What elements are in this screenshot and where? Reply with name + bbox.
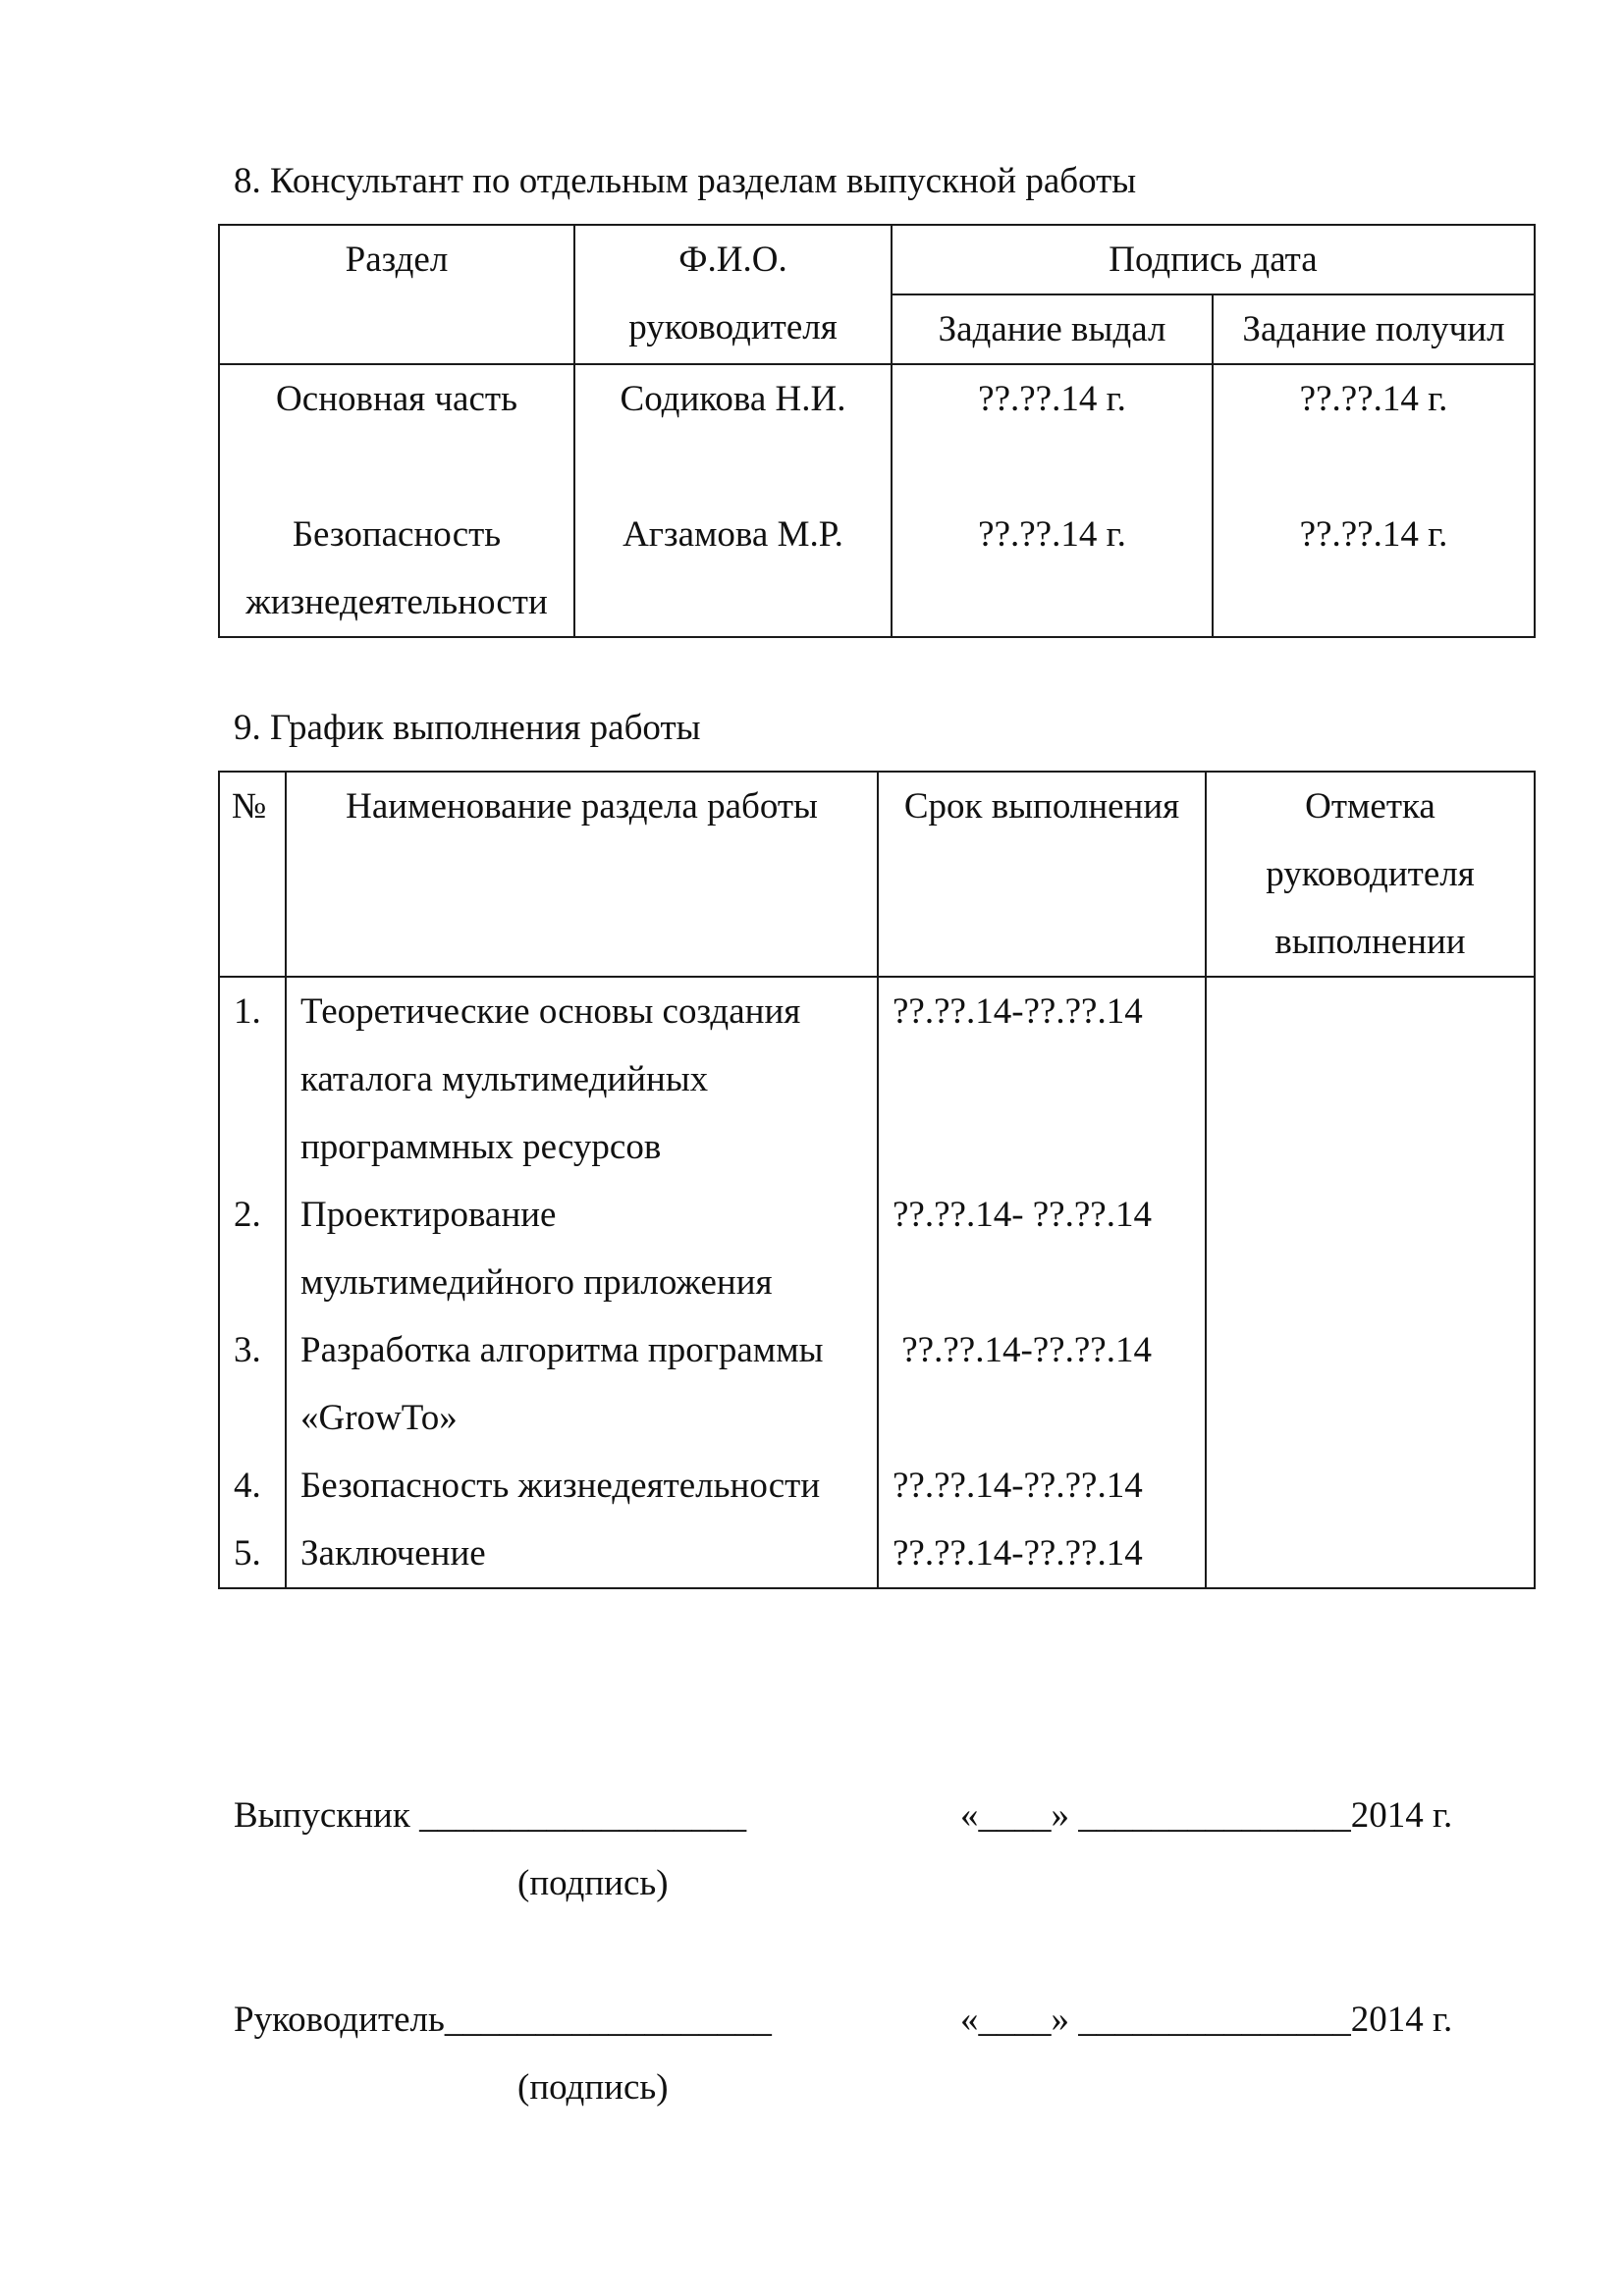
cell-marks-empty [1206, 977, 1535, 1588]
razdel-row1: Основная часть [276, 379, 517, 419]
header-num: № [232, 786, 267, 827]
cell-vydal [892, 364, 1213, 637]
row-num-2: 2. [234, 1195, 261, 1235]
supervisor-date-line: «____» _______________2014 г. [960, 2000, 1453, 2040]
header-cell-deadline [878, 772, 1206, 977]
table-row [219, 364, 1535, 637]
header-cell-poluchil [1213, 294, 1535, 364]
row-num-3: 3. [234, 1330, 261, 1370]
header-fio-line1: Ф.И.О. [678, 240, 787, 280]
graduate-signature-line: Выпускник __________________ [234, 1795, 747, 1836]
header-cell-name [286, 772, 878, 977]
header-name: Наименование раздела работы [346, 786, 818, 827]
row-4-deadline: ??.??.14-??.??.14 [893, 1466, 1143, 1506]
graduate-signature-caption: (подпись) [517, 1863, 669, 1903]
row-5-name: Заключение [300, 1533, 486, 1574]
table-row [219, 977, 1535, 1588]
cell-fio [574, 364, 892, 637]
header-deadline: Срок выполнения [903, 786, 1180, 827]
section-8-title: 8. Консультант по отдельным разделам выпускной работы [234, 161, 1137, 201]
table-header-row [219, 772, 1535, 977]
header-cell-razdel [219, 225, 574, 364]
header-cell-vydal [892, 294, 1213, 364]
row-3-name-line1: Разработка алгоритма программы [300, 1330, 824, 1370]
header-mark-line1: Отметка [1305, 786, 1435, 827]
row-1-deadline: ??.??.14-??.??.14 [893, 991, 1143, 1032]
header-fio-line2: руководителя [628, 307, 838, 347]
row-1-name-line3: программных ресурсов [300, 1127, 662, 1167]
header-cell-podpis [892, 225, 1535, 294]
section-9-title: 9. График выполнения работы [234, 708, 701, 748]
row-num-5: 5. [234, 1533, 261, 1574]
header-mark-line2: руководителя [1266, 854, 1475, 894]
header-cell-num [219, 772, 286, 977]
consultants-table [218, 224, 1536, 638]
header-vydal: Задание выдал [938, 309, 1166, 349]
row-1-name-line2: каталога мультимедийных [300, 1059, 709, 1099]
row-2-name-line1: Проектирование [300, 1195, 557, 1235]
row-num-4: 4. [234, 1466, 261, 1506]
row-num-1: 1. [234, 991, 261, 1032]
header-podpis: Подпись дата [1109, 240, 1318, 280]
row-5-deadline: ??.??.14-??.??.14 [893, 1533, 1143, 1574]
table-header-row [219, 225, 1535, 294]
schedule-table [218, 771, 1536, 1589]
poluchil-row2: ??.??.14 г. [1299, 514, 1448, 555]
row-3-deadline: ??.??.14-??.??.14 [893, 1330, 1152, 1370]
header-mark-line3: выполнении [1274, 922, 1466, 962]
row-3-name-line2: «GrowTo» [300, 1398, 458, 1438]
cell-poluchil [1213, 364, 1535, 637]
razdel-row2-line2: жизнедеятельности [245, 582, 548, 622]
fio-row1: Содикова Н.И. [620, 379, 846, 419]
supervisor-signature-caption: (подпись) [517, 2067, 669, 2108]
graduate-date-line: «____» _______________2014 г. [960, 1795, 1453, 1836]
cell-names [286, 977, 878, 1588]
supervisor-signature-line: Руководитель__________________ [234, 2000, 772, 2040]
header-razdel: Раздел [345, 240, 449, 280]
row-2-deadline: ??.??.14- ??.??.14 [893, 1195, 1152, 1235]
fio-row2: Агзамова М.Р. [623, 514, 843, 555]
row-4-name: Безопасность жизнедеятельности [300, 1466, 821, 1506]
cell-razdel [219, 364, 574, 637]
row-2-name-line2: мультимедийного приложения [300, 1262, 773, 1303]
poluchil-row1: ??.??.14 г. [1299, 379, 1448, 419]
cell-nums [219, 977, 286, 1588]
header-cell-mark [1206, 772, 1535, 977]
razdel-row2-line1: Безопасность [292, 514, 502, 555]
vydal-row1: ??.??.14 г. [978, 379, 1126, 419]
header-cell-fio [574, 225, 892, 364]
header-poluchil: Задание получил [1242, 309, 1505, 349]
vydal-row2: ??.??.14 г. [978, 514, 1126, 555]
cell-deadlines [878, 977, 1206, 1588]
row-1-name-line1: Теоретические основы создания [300, 991, 801, 1032]
